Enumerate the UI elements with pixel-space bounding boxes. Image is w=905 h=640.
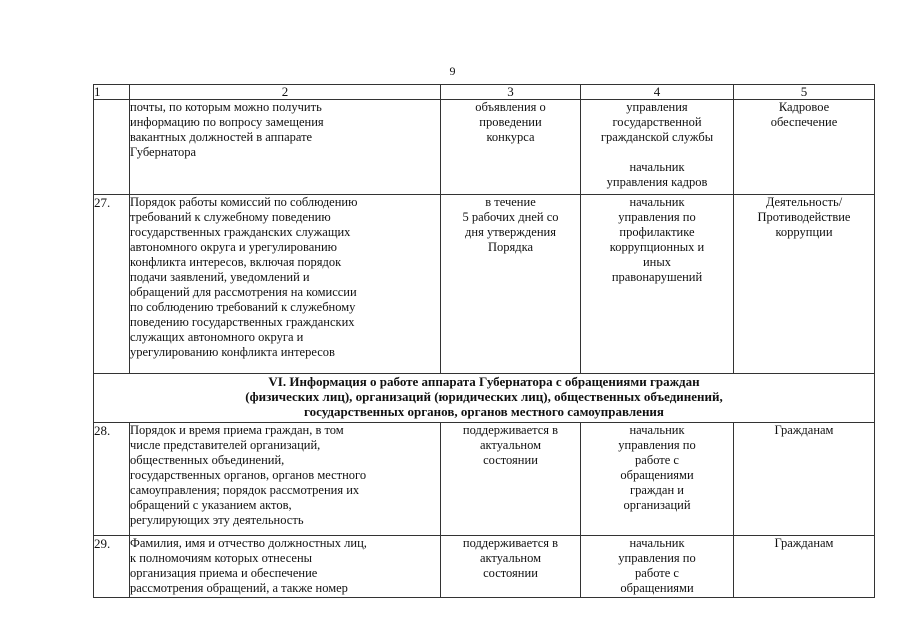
row-text: Порядок работы комиссий по соблюдению требований к служебному поведению государственных гражданских служащих автономного округа и урегулированию конфликта интересов, включая порядок подачи заявлений, уведомлений и обращений для рассмотрения на комиссии по соблюдению требований к служебному поведению государственных гражданских служащих автономного округа и урегулированию конфликта интересов (130, 195, 441, 374)
row-number: 28. (94, 423, 130, 536)
section-row (94, 374, 875, 423)
header-col-2: 2 (130, 85, 441, 100)
row-responsible: начальник управления по профилактике коррупционных и иных правонарушений (581, 195, 734, 374)
row-category: Гражданам (734, 423, 875, 536)
row-number (94, 100, 130, 195)
header-col-1: 1 (94, 85, 130, 100)
page-number: 9 (449, 64, 456, 78)
row-responsible: начальник управления по работе с обращениями (581, 536, 734, 598)
row-text: Фамилия, имя и отчество должностных лиц, к полномочиям которых отнесены организация приема и обеспечение рассмотрения обращений, а также номер (130, 536, 441, 598)
row-responsible: начальник управления по работе с обращениями граждан и организаций (581, 423, 734, 536)
row-period: в течение 5 рабочих дней со дня утверждения Порядка (441, 195, 581, 374)
row-category: Гражданам (734, 536, 875, 598)
header-col-5: 5 (734, 85, 875, 100)
row-category: Кадровое обеспечение (734, 100, 875, 195)
section-title: VI. Информация о работе аппарата Губернатора с обращениями граждан (физических лиц), организаций (юридических лиц), общественных объединений, государственных органов, органов местного самоуправления (94, 374, 875, 423)
row-number: 27. (94, 195, 130, 374)
row-responsible: управления государственной гражданской службы начальник управления кадров (581, 100, 734, 195)
table-row (94, 536, 875, 598)
header-col-3: 3 (441, 85, 581, 100)
row-text: Порядок и время приема граждан, в том числе представителей организаций, общественных объединений, государственных органов, органов местного самоуправления; порядок рассмотрения их обращений с указанием актов, регулирующих эту деятельность (130, 423, 441, 536)
row-number: 29. (94, 536, 130, 598)
table-row (94, 100, 875, 195)
table-row (94, 423, 875, 536)
row-period: объявления о проведении конкурса (441, 100, 581, 195)
row-text: почты, по которым можно получить информацию по вопросу замещения вакантных должностей в аппарате Губернатора (130, 100, 441, 195)
header-col-4: 4 (581, 85, 734, 100)
document-table (93, 84, 875, 598)
row-period: поддерживается в актуальном состоянии (441, 423, 581, 536)
row-period: поддерживается в актуальном состоянии (441, 536, 581, 598)
row-category: Деятельность/ Противодействие коррупции (734, 195, 875, 374)
table-header-row (94, 85, 875, 100)
table-row (94, 195, 875, 374)
